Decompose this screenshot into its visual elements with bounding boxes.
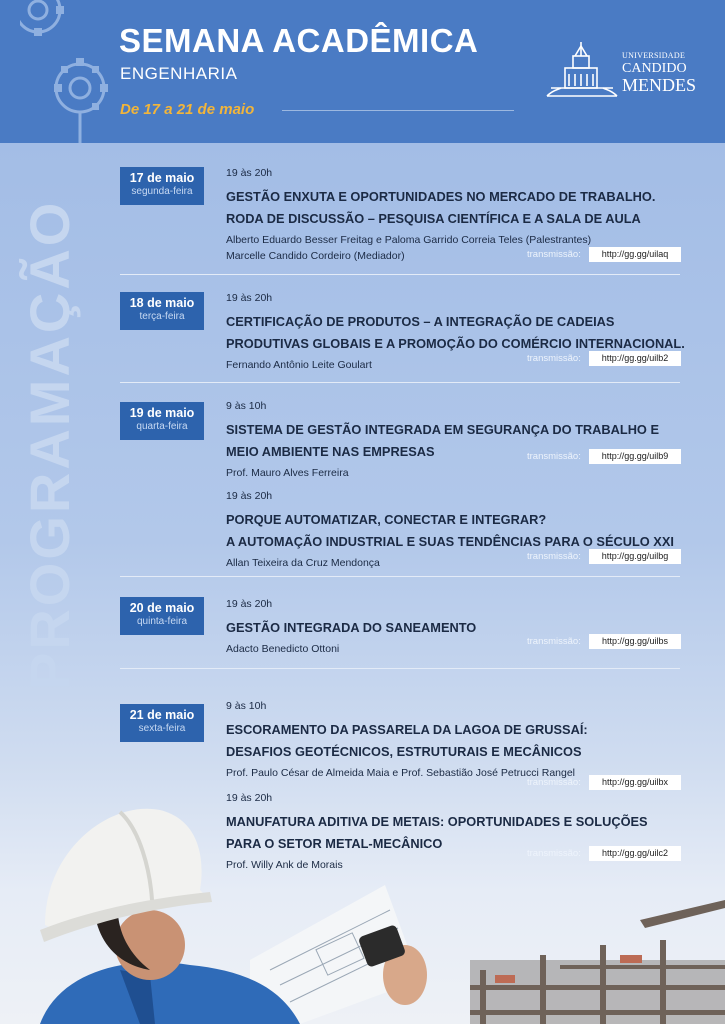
gears-icon [20,0,120,143]
transmission-label: transmissão: [527,777,581,788]
event-title-line: A AUTOMAÇÃO INDUSTRIAL E SUAS TENDÊNCIAS PARA O SÉCULO XXI [226,534,674,549]
event-speaker: Prof. Willy Ank de Morais [226,859,343,871]
transmission-link[interactable]: http://gg.gg/uilbx [589,775,681,790]
event-dates: De 17 a 21 de maio [120,101,255,118]
event-speaker: Fernando Antônio Leite Goulart [226,359,372,371]
transmission-link[interactable]: http://gg.gg/uilb2 [589,351,681,366]
event-title-line: MEIO AMBIENTE NAS EMPRESAS [226,444,435,459]
transmission-label: transmissão: [527,636,581,647]
event-speaker: Allan Teixeira da Cruz Mendonça [226,557,380,569]
event-title-line: SISTEMA DE GESTÃO INTEGRADA EM SEGURANÇA DO TRABALHO E [226,422,659,437]
event-time: 19 às 20h [226,792,273,804]
event-title-line: CERTIFICAÇÃO DE PRODUTOS – A INTEGRAÇÃO DE CADEIAS [226,314,615,329]
event-title-line: ESCORAMENTO DA PASSARELA DA LAGOA DE GRUSSAÍ: [226,722,588,737]
date-badge-19: 19 de maio quarta-feira [120,402,204,440]
event-title-line: GESTÃO INTEGRADA DO SANEAMENTO [226,620,477,635]
event-time: 9 às 10h [226,400,267,412]
event-time: 19 às 20h [226,490,273,502]
event-speaker: Adacto Benedicto Ottoni [226,643,340,655]
event-title-line: GESTÃO ENXUTA E OPORTUNIDADES NO MERCADO DE TRABALHO. [226,189,656,204]
event-title-line: RODA DE DISCUSSÃO – PESQUISA CIENTÍFICA E A SALA DE AULA [226,211,641,226]
event-day21-1 [226,699,701,781]
date-badge-17: 17 de maio segunda-feira [120,167,204,205]
transmission-link[interactable]: http://gg.gg/uilbg [589,549,681,564]
transmission-link[interactable]: http://gg.gg/uilaq [589,247,681,262]
event-subtitle: ENGENHARIA [120,64,238,83]
event-title-line: DESAFIOS GEOTÉCNICOS, ESTRUTURAIS E MECÂNICOS [226,744,582,759]
event-speaker: Prof. Mauro Alves Ferreira [226,467,349,479]
transmission-link[interactable]: http://gg.gg/uilc2 [589,846,681,861]
event-time: 19 às 20h [226,167,273,179]
transmission-link[interactable]: http://gg.gg/uilbs [589,634,681,649]
event-title-line: PARA O SETOR METAL-MECÂNICO [226,836,443,851]
divider [282,110,514,111]
sidebar-label-programacao: PROGRAMAÇÃO [18,199,81,690]
event-speaker: Marcelle Candido Cordeiro (Mediador) [226,250,405,262]
divider [120,274,680,275]
date-badge-20: 20 de maio quinta-feira [120,597,204,635]
transmission-label: transmissão: [527,249,581,260]
divider [120,382,680,383]
university-logo-text: UNIVERSIDADE CANDIDO MENDES [622,51,697,95]
event-title-line: PORQUE AUTOMATIZAR, CONECTAR E INTEGRAR? [226,512,547,527]
event-speaker: Alberto Eduardo Besser Freitag e Paloma Garrido Correia Teles (Palestrantes) [226,234,592,246]
header-banner [0,0,725,143]
divider [120,668,680,669]
date-badge-21: 21 de maio sexta-feira [120,704,204,742]
divider [120,576,680,577]
event-time: 19 às 20h [226,292,273,304]
event-time: 9 às 10h [226,700,267,712]
date-badge-18: 18 de maio terça-feira [120,292,204,330]
event-day19-1 [226,399,701,481]
transmission-label: transmissão: [527,551,581,562]
transmission-link[interactable]: http://gg.gg/uilb9 [589,449,681,464]
transmission-label: transmissão: [527,353,581,364]
event-title-line: MANUFATURA ADITIVA DE METAIS: OPORTUNIDADES E SOLUÇÕES [226,814,648,829]
event-speaker: Prof. Paulo César de Almeida Maia e Prof. Sebastião José Petrucci Rangel [226,767,576,779]
event-title: SEMANA ACADÊMICA [119,22,479,59]
event-time: 19 às 20h [226,598,273,610]
transmission-label: transmissão: [527,848,581,859]
event-title-line: PRODUTIVAS GLOBAIS E A PROMOÇÃO DO COMÉRCIO INTERNACIONAL. [226,336,685,351]
transmission-label: transmissão: [527,451,581,462]
